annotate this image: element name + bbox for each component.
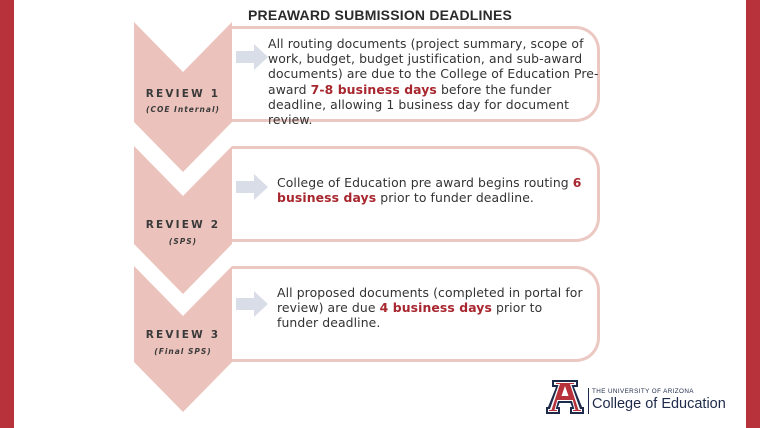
review-1-label: REVIEW 1: [145, 88, 221, 100]
college-name: College of Education: [592, 396, 726, 412]
review-1-text: All routing documents (project summary, scope of work, budget, budget justification, and sub-award documents) are due to the College of Education Pre-award 7-8 business days before the funder deadline, allowing 1 business day for document review.: [268, 36, 599, 128]
review-2-text: College of Education pre award begins routing 6 business days prior to funder deadline.: [277, 175, 582, 206]
page-title: PREAWARD SUBMISSION DEADLINES: [247, 7, 513, 23]
review-2-sub: (SPS): [168, 237, 198, 246]
arrow-right-icon: [236, 174, 270, 200]
brand-divider: [588, 388, 589, 414]
university-logo-icon: [546, 380, 584, 414]
review-3-label: REVIEW 3: [145, 329, 221, 341]
arrow-right-icon: [236, 44, 270, 70]
review-1-sub: (COE Internal): [146, 105, 220, 114]
arrow-right-icon: [236, 291, 270, 317]
review-2-label: REVIEW 2: [145, 219, 221, 231]
review-3-text: All proposed documents (completed in portal for review) are due 4 business days prior to funder deadline.: [277, 285, 583, 331]
university-name: THE UNIVERSITY OF ARIZONA: [592, 388, 694, 395]
review-3-sub: (Final SPS): [154, 347, 212, 356]
